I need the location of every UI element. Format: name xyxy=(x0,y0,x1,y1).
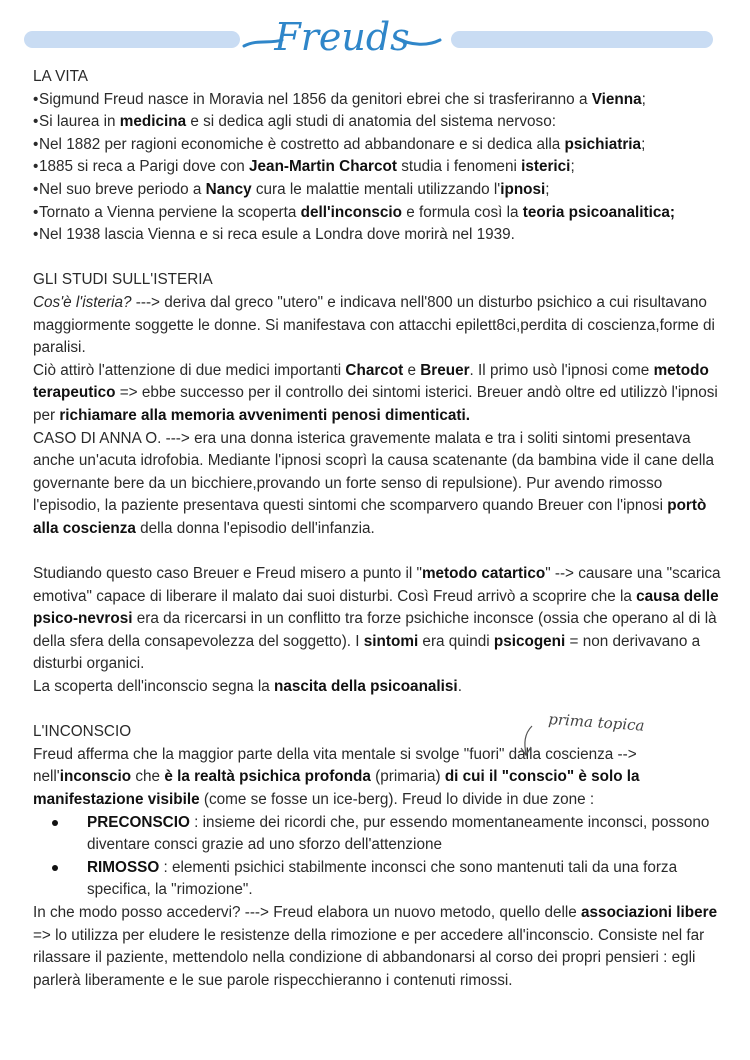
bold-text: associazioni libere xyxy=(581,903,718,921)
text-run: (come se fosse un ice-berg). Freud lo divide in due zone : xyxy=(199,791,595,808)
text-run: In che modo posso accedervi? ---> Freud elabora un nuovo metodo, quello delle xyxy=(33,903,582,921)
bold-text: psicogeni xyxy=(493,632,566,650)
text-run: CASO DI ANNA O. ---> era una donna isterica gravemente malata e tra i soliti sintomi presentava anche un'acuta idrofobia. Mediante l'ipnosi scoprì la causa scatenante (da bambina vide il cane della governante bere da un bicchiere,provando un forte senso di repulsione). Pur avendo rimosso l'episodio, la paziente presentava questi sintomi che scomparvero quando Breuer con l'ipnosi xyxy=(33,429,715,515)
text-run: Nel 1882 per ragioni economiche è costretto ad abbandonare e si dedica alla xyxy=(39,135,565,153)
text-run: = non derivavano a disturbi organici. xyxy=(33,632,701,673)
text-run: Freud afferma che la maggior parte della vita mentale si svolge "fuori" dalla coscienza --> nell' xyxy=(33,745,637,786)
list-item-text xyxy=(87,859,677,899)
text-run: studia i fenomeni xyxy=(396,158,522,176)
text-run: => ebbe successo per il controllo dei sintomi isterici. Breuer andò oltre ed utilizzò l'ipnosi per xyxy=(33,384,718,424)
list-item xyxy=(33,89,723,112)
bold-text: teoria psicoanalitica; xyxy=(522,203,675,221)
text-run: Sigmund Freud nasce in Moravia nel 1856 da genitori ebrei che si trasferiranno a xyxy=(39,90,592,108)
bold-text: Jean-Martin Charcot xyxy=(249,158,397,176)
note-text: prima topica xyxy=(547,710,646,735)
bold-text: richiamare alla memoria avvenimenti penosi dimenticati. xyxy=(59,406,470,424)
text-run: ; xyxy=(570,158,575,176)
list-item xyxy=(33,202,723,225)
bold-text: isterici xyxy=(521,158,571,176)
text-run: e formula così la xyxy=(402,203,523,221)
decorative-bar-left xyxy=(24,31,240,48)
list-item xyxy=(33,224,723,247)
text-run: 1885 si reca a Parigi dove con xyxy=(39,158,250,176)
bold-text: causa delle psico-nevrosi xyxy=(33,587,719,628)
text-run: e xyxy=(403,361,421,379)
bold-text: Breuer xyxy=(420,361,470,379)
bold-text: PRECONSCIO xyxy=(87,813,190,831)
list-item-text xyxy=(39,179,550,202)
list-item-text xyxy=(39,202,675,225)
list-item-text xyxy=(87,814,709,854)
text-run: era quindi xyxy=(418,632,494,650)
text-run: " --> causare una "scarica emotiva" capace di liberare il malato dai suoi disturbi. Così Freud arrivò a scoprire che la xyxy=(33,565,721,605)
bold-text: medicina xyxy=(119,113,187,131)
bold-text: portò alla coscienza xyxy=(33,497,707,537)
section-heading-vita: LA VITA xyxy=(33,68,88,85)
italic-text: Cos'è l'isteria? xyxy=(33,293,132,311)
bold-text: di cui il "conscio" è solo la manifestazione visibile xyxy=(33,768,640,808)
text-run: . Il primo usò l'ipnosi come xyxy=(469,361,654,379)
text-run: ---> deriva dal greco "utero" e indicava nell'800 un disturbo psichico a cui risultavano maggiormente soggette le donne. Si manifestava con attacchi epilett8ci,perdita di coscienza,forme di paralisi. xyxy=(33,293,715,357)
section-heading-isteria: GLI STUDI SULL'ISTERIA xyxy=(33,271,213,289)
bullet-icon: • xyxy=(33,180,39,198)
text-run: ; xyxy=(641,90,646,108)
text-run: della donna l'episodio dell'infanzia. xyxy=(135,519,375,537)
paragraph xyxy=(33,292,723,360)
list-item-text xyxy=(39,111,556,134)
text-run: era da ricercarsi in un conflitto tra forze psichiche inconsce (ossia che operano al di là della sfera della consapevolezza del soggetto). I xyxy=(33,610,717,650)
paragraph xyxy=(33,902,723,992)
bold-text: metodo terapeutico xyxy=(33,361,709,402)
text-run: => lo utilizza per eludere le resistenze della rimozione e per accedere all'inconscio. Consiste nel far rilassare il paziente, mettendolo nella condizione di abbandonarsi al corso dei propri pensieri : egli parlerà liberamente e le sue parole rispecchieranno i contenuti rimossi. xyxy=(33,926,705,989)
vita-list xyxy=(33,89,723,247)
text-run: : insieme dei ricordi che, pur essendo momentaneamente inconsci, possono diventare consci grazie ad uno sforzo dell'attenzione xyxy=(87,813,710,854)
decorative-bar-right xyxy=(451,31,713,48)
list-item xyxy=(33,111,723,134)
list-item xyxy=(33,857,723,902)
list-item-text xyxy=(39,89,646,112)
bold-text: è la realtà psichica profonda xyxy=(164,768,371,786)
bold-text: RIMOSSO xyxy=(87,858,160,876)
list-item xyxy=(33,812,723,857)
text-run: che xyxy=(131,768,165,786)
text-run: Tornato a Vienna perviene la scoperta xyxy=(39,203,301,221)
bullet-icon xyxy=(52,865,58,871)
page-title: Freuds xyxy=(274,15,410,59)
bullet-icon: • xyxy=(33,158,39,176)
text-run: . xyxy=(457,678,462,696)
text-run: Ciò attirò l'attenzione di due medici importanti xyxy=(33,361,346,379)
bullet-icon: • xyxy=(33,90,39,108)
list-item-text xyxy=(39,224,515,247)
bold-text: dell'inconscio xyxy=(300,203,403,221)
bold-text: sintomi xyxy=(363,632,419,650)
text-run: : elementi psichici stabilmente inconsci che sono mantenuti tali da una forza specifica, la "rimozione". xyxy=(87,858,678,899)
list-item-text xyxy=(39,134,645,157)
document-body xyxy=(33,66,723,992)
bold-text: nascita della psicoanalisi xyxy=(274,678,458,696)
bold-text: Nancy xyxy=(205,180,252,198)
text-run: cura le malattie mentali utilizzando l' xyxy=(251,180,501,198)
list-item xyxy=(33,134,723,157)
list-item xyxy=(33,179,723,202)
bold-text: ipnosi xyxy=(500,180,546,198)
list-item-text xyxy=(39,156,575,179)
text-run: La scoperta dell'inconscio segna la xyxy=(33,678,275,696)
paragraph xyxy=(33,360,723,428)
section-heading-inconscio: L'INCONSCIO xyxy=(33,723,132,741)
text-run: Studiando questo caso Breuer e Freud misero a punto il " xyxy=(33,565,422,583)
bullet-icon: • xyxy=(33,203,39,221)
text-run: e si dedica agli studi di anatomia del sistema nervoso: xyxy=(186,113,556,131)
zones-list xyxy=(33,812,723,902)
text-run: ; xyxy=(641,135,646,153)
bold-text: inconscio xyxy=(59,768,132,786)
text-run: Nel suo breve periodo a xyxy=(39,180,206,198)
bold-text: metodo catartico xyxy=(421,565,546,583)
bullet-icon: • xyxy=(33,226,39,244)
paragraph xyxy=(33,676,723,699)
text-run: Nel 1938 lascia Vienna e si reca esule a Londra dove morirà nel 1939. xyxy=(39,226,515,244)
handwritten-title xyxy=(240,6,445,66)
bullet-icon xyxy=(52,820,58,826)
bold-text: Vienna xyxy=(591,90,642,108)
bold-text: psichiatria xyxy=(564,135,642,153)
bold-text: Charcot xyxy=(345,361,404,379)
bullet-icon: • xyxy=(33,135,39,153)
text-run: (primaria) xyxy=(370,768,445,786)
paragraph xyxy=(33,563,723,676)
text-run: Si laurea in xyxy=(39,113,120,131)
text-run: ; xyxy=(545,180,550,198)
bullet-icon: • xyxy=(33,113,39,131)
list-item xyxy=(33,156,723,179)
handwritten-note xyxy=(510,700,685,762)
paragraph xyxy=(33,428,723,541)
